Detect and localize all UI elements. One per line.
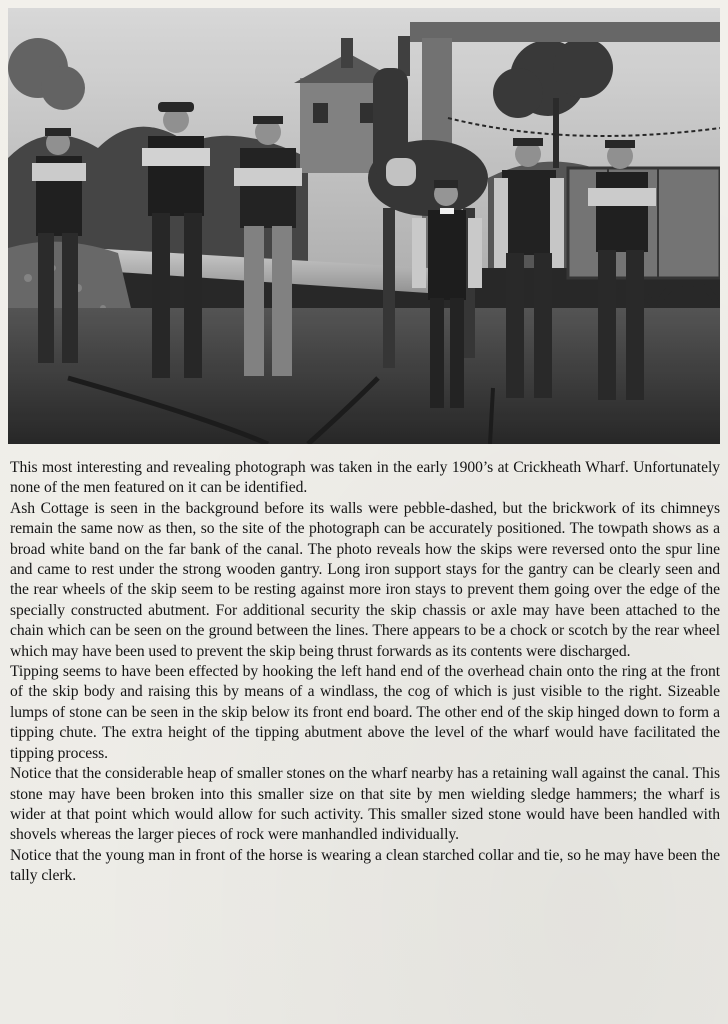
- caption-paragraph: Notice that the young man in front of the horse is wearing a clean starched collar and tie, so he may have been the tally clerk.: [10, 846, 720, 885]
- caption-paragraph: This most interesting and revealing photograph was taken in the early 1900’s at Crickheath Wharf. Unfortunately none of the men featured on it can be identified.: [10, 459, 720, 497]
- caption-text: [10, 458, 720, 887]
- photo-illustration: [8, 8, 720, 444]
- caption-paragraph: Tipping seems to have been effected by hooking the left hand end of the overhead chain onto the ring at the front of the skip body and raising this by means of a windlass, the cog of which is just visible to the right. Sizeable lumps of stone can be seen in the skip below its front end board. The other end of the skip hinged down to form a tipping chute. The extra height of the tipping abutment above the level of the wharf would have facilitated the tipping process.: [10, 663, 720, 762]
- caption-paragraph: Notice that the considerable heap of smaller stones on the wharf nearby has a retaining wall against the canal. This stone may have been broken into this smaller size on that site by men wielding sledge hammers; the wharf is wider at that point which would allow for such activity. This smaller sized stone would have been handled with shovels whereas the larger pieces of rock were manhandled individually.: [10, 765, 720, 844]
- caption-paragraph: Ash Cottage is seen in the background before its walls were pebble-dashed, but the brickwork of its chimneys remain the same now as then, so the site of the photograph can be accurately positioned. The towpath shows as a broad white band on the far bank of the canal. The photo reveals how the skips were reversed onto the spur line and came to rest under the strong wooden gantry. Long iron support stays for the gantry can be clearly seen and the rear wheels of the skip seem to be resting against more iron stays to prevent them going over the edge of the specially constructed abutment. For additional security the skip chassis or axle may have been attached to the chain which can be seen on the ground between the lines. There appears to be a chock or scotch by the rear wheel which may have been used to prevent the skip being thrust forwards as its contents were discharged.: [10, 499, 720, 660]
- historic-photograph: [8, 8, 720, 444]
